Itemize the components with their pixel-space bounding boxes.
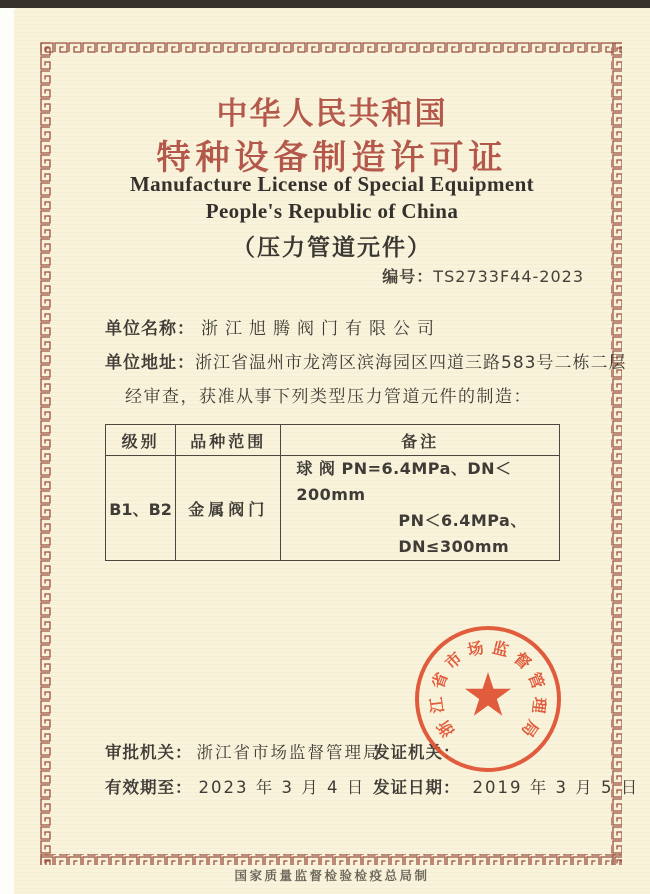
unit-name-line [105,314,441,339]
certificate-subtitle: （压力管道元件） [232,235,432,261]
seal-char: 管 [524,669,548,692]
validity-label: 有效期至： [105,778,193,797]
issuing-authority-line [373,739,461,763]
validity-value: 2023 年 3 月 4 日 [198,778,366,797]
approval-authority-value: 浙江省市场监督管理局 [196,743,382,762]
validity-line [105,774,365,798]
seal-star-icon: ★ [461,660,515,731]
issuing-authority-label: 发证机关： [373,743,461,762]
issue-date-value: 2019 年 3 月 5 日 [472,778,640,797]
license-number-value: TS2733F44-2023 [433,267,584,286]
cell-level: B1、B2 [106,456,176,561]
seal-char: 理 [528,696,550,715]
seal-char: 江 [426,696,448,715]
unit-name-value: 浙江旭腾阀门有限公司 [201,319,441,339]
cell-scope: 金属阀门 [176,456,281,561]
approval-authority-label: 审批机关： [105,743,193,762]
remark-line1: 球 阀 PN=6.4MPa、DN＜200mm [296,459,512,504]
seal-char: 场 [465,637,486,661]
issue-date-line [373,774,639,798]
table-header-row [106,425,560,456]
scan-edge-shadow [0,0,650,8]
table-row [106,456,560,561]
remark-line2: PN＜6.4MPa、DN≤300mm [398,511,527,556]
title-en-line2: People's Republic of China [205,199,459,223]
title-cn-line1: 中华人民共和国 [216,96,448,132]
seal-char: 监 [490,637,511,661]
seal-char: 局 [517,716,543,741]
license-number-label: 编号： [382,267,434,286]
col-header-scope: 品种范围 [176,425,281,456]
cell-remark [281,456,560,561]
col-header-remark: 备注 [281,425,560,456]
unit-address-label: 单位地址： [105,353,195,373]
unit-name-label: 单位名称： [105,319,195,339]
col-header-level: 级别 [106,425,176,456]
seal-char: 省 [428,669,452,692]
seal-char: 市 [441,648,466,674]
seal-char: 浙 [433,716,459,741]
title-cn-line2: 特种设备制造许可证 [156,138,508,178]
license-number-line [382,264,584,287]
approval-authority-line [105,739,382,763]
review-note: 经审查，获准从事下列类型压力管道元件的制造： [125,387,532,407]
issue-date-label: 发证日期： [373,778,461,797]
license-scope-table [105,424,560,561]
seal-char: 督 [510,648,535,674]
certificate-paper [14,8,650,894]
title-en-line1: Manufacture License of Special Equipment [129,172,535,196]
unit-address-value: 浙江省温州市龙湾区滨海园区四道三路583号二栋二层 [195,353,627,373]
printer-footer: 国家质量监督检验检疫总局制 [234,868,430,883]
unit-address-line [105,348,626,373]
